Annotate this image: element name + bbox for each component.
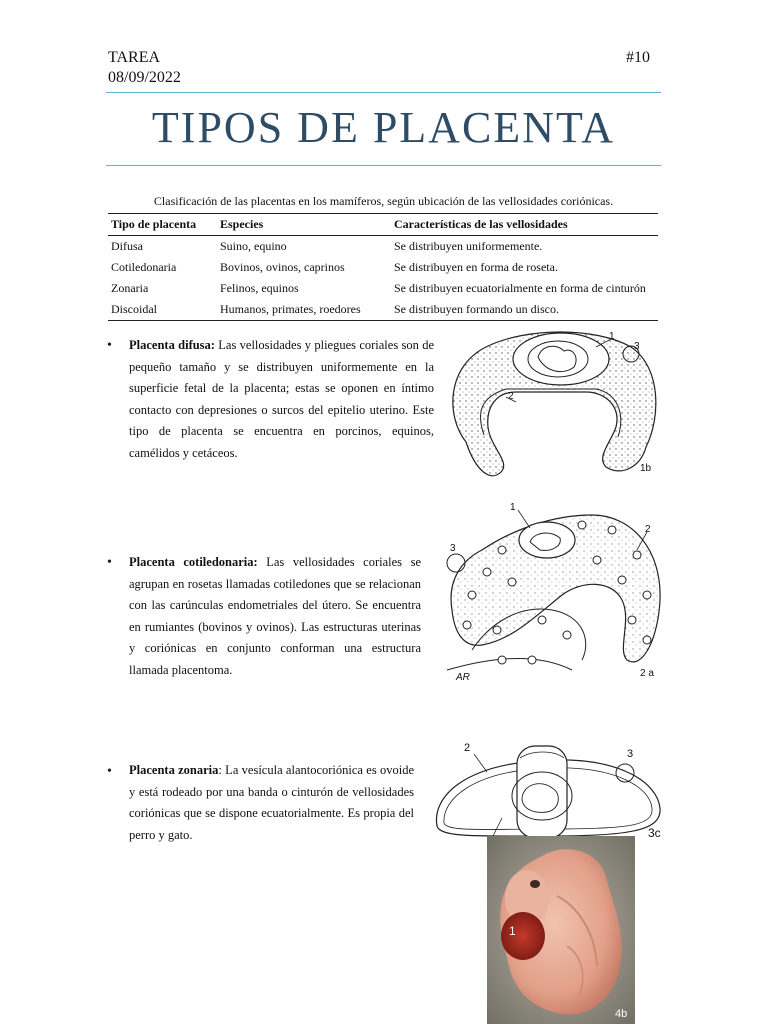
section-text: Las vellosidades coriales se agrupan en rosetas llamadas cotiledones que se relacionan con las carúnculas endometriales del útero. Se encuentra en rumiantes (bovinos y ovinos). Las estructuras uterinas y coriónicas en conjunto conforman una estructura llamada placentoma. xyxy=(129,555,421,677)
table-cell: Felinos, equinos xyxy=(220,281,299,295)
section-zonaria xyxy=(129,760,414,846)
table-cell: Se distribuyen formando un disco. xyxy=(391,299,658,321)
figure-mark: 3 xyxy=(450,543,456,554)
table-header: Especies xyxy=(217,214,391,236)
figure-mark: 1 xyxy=(510,502,516,513)
header-number: #10 xyxy=(626,49,650,66)
section-term: Placenta zonaria xyxy=(129,763,219,777)
section-text: : La vesícula alantocoriónica es ovoide y está rodeado por una banda o cinturón de vellosidades coriónicas que se dispone ecuatorialmente. Es propia del perro y gato. xyxy=(129,763,415,842)
divider-top xyxy=(106,92,661,93)
section-term: Placenta cotiledonaria: xyxy=(129,555,258,569)
table-cell: Humanos, primates, roedores xyxy=(217,299,391,321)
section-text: Las vellosidades y pliegues coriales son de pequeño tamaño y se distribuyen uniformemente en la superficie fetal de la placenta; estas se oponen en íntimo contacto con depresiones o surcos del epitelio uterino. Este tipo de placenta se encuentra en porcinos, equinos, camélidos y cetáceos. xyxy=(129,338,435,460)
table-cell: Suino, equino xyxy=(220,239,287,253)
classification-table xyxy=(108,213,658,321)
table-header: Características de las vellosidades xyxy=(391,214,658,236)
table-cell: Discoidal xyxy=(108,299,217,321)
table-header: Tipo de placenta xyxy=(108,214,217,236)
figure-mark: 2 xyxy=(508,391,514,402)
figure-label: 1b xyxy=(640,463,652,474)
page-title: TIPOS DE PLACENTA xyxy=(151,103,616,152)
embryo-photo xyxy=(487,836,635,1024)
figure-mark: 2 xyxy=(464,742,471,754)
header-label: TAREA xyxy=(108,49,161,66)
figure-mark: 3 xyxy=(634,341,640,352)
section-difusa xyxy=(129,335,434,464)
table-cell: Se distribuyen uniformemente. xyxy=(394,239,543,253)
table-row xyxy=(108,236,658,258)
figure-label: 2 a xyxy=(640,668,654,679)
figure-cotiledonaria xyxy=(442,500,668,685)
section-term: Placenta difusa: xyxy=(129,338,215,352)
table-row xyxy=(108,257,658,278)
figure-difusa xyxy=(446,327,668,487)
figure-zonaria xyxy=(432,738,668,842)
bullet-icon: • xyxy=(107,338,112,353)
table-cell: Bovinos, ovinos, caprinos xyxy=(220,260,345,274)
bullet-icon: • xyxy=(107,555,112,570)
header-date: 08/09/2022 xyxy=(108,69,181,86)
figure-signature: AR xyxy=(456,672,470,683)
section-cotiledonaria xyxy=(129,552,421,681)
figure-label: 3c xyxy=(648,826,661,840)
figure-mark: 1 xyxy=(609,331,615,342)
table-cell: Difusa xyxy=(111,239,143,253)
photo-label: 4b xyxy=(615,1008,628,1020)
figure-mark: 3 xyxy=(627,748,634,760)
table-row xyxy=(108,278,658,299)
figure-mark: 2 xyxy=(645,524,651,535)
table-header-row xyxy=(108,214,658,236)
photo-mark: 1 xyxy=(509,924,516,938)
divider-bottom xyxy=(106,165,661,166)
table-cell: Zonaria xyxy=(111,281,149,295)
table-caption: Clasificación de las placentas en los mamíferos, según ubicación de las vellosidades coriónicas. xyxy=(153,194,614,208)
table-row xyxy=(108,299,658,321)
table-cell: Se distribuyen en forma de roseta. xyxy=(394,260,558,274)
table-cell: Se distribuyen ecuatorialmente en forma de cinturón xyxy=(394,281,646,295)
table-cell: Cotiledonaria xyxy=(111,260,177,274)
bullet-icon: • xyxy=(107,764,112,779)
